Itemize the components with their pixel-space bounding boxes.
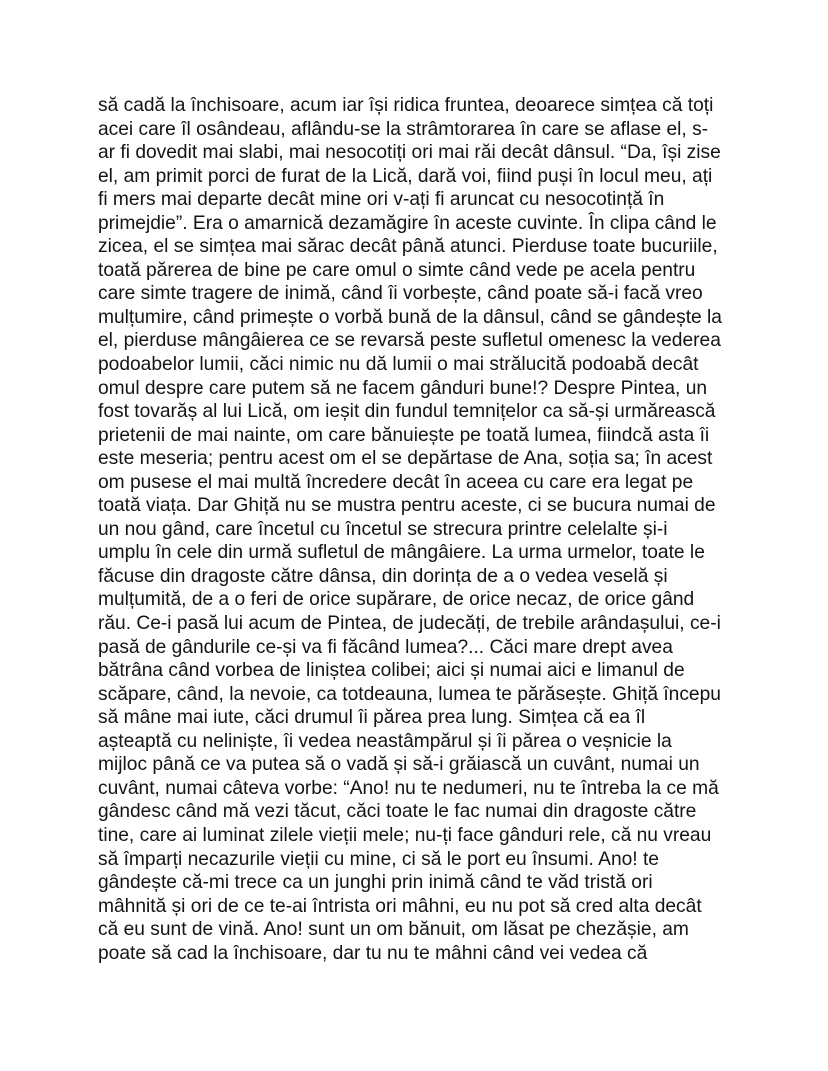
text-line: care simte tragere de inimă, când îi vorbește, când poate să-i facă vreo — [98, 283, 703, 305]
text-line: omul despre care putem să ne facem gânduri bune!? Despre Pintea, un — [98, 377, 708, 399]
text-line: acei care îl osândeau, aflându-se la strâmtorarea în care se aflase el, s- — [98, 118, 709, 140]
text-line: primejdie”. Era o amarnică dezamăgire în aceste cuvinte. În clipa când le — [98, 212, 717, 234]
text-line: poate să cad la închisoare, dar tu nu te mâhni când vei vedea că — [98, 942, 648, 964]
text-line: mijloc până ce va putea să o vadă și să-i grăiască un cuvânt, numai un — [98, 754, 700, 776]
text-line: om pusese el mai multă încredere decât în aceea cu care era legat pe — [98, 471, 694, 493]
text-line: rău. Ce-i pasă lui acum de Pintea, de judecăți, de trebile arândașului, ce-i — [98, 613, 721, 635]
text-line: că eu sunt de vină. Ano! sunt un om bănuit, om lăsat pe chezășie, am — [98, 919, 689, 941]
body-paragraph — [98, 94, 738, 965]
text-line: este meseria; pentru acest om el se depărtase de Ana, soția sa; în acest — [98, 448, 713, 470]
text-line: toată viața. Dar Ghiță nu se mustra pentru aceste, ci se bucura numai de — [98, 495, 716, 517]
text-line: gândește că-mi trece ca un junghi prin inimă când te văd tristă ori — [98, 872, 653, 894]
text-line: gândesc când mă vezi tăcut, căci toate le fac numai din dragoste către — [98, 801, 697, 823]
text-line: el, am primit porci de furat de la Lică, dară voi, fiind puși în locul meu, ați — [98, 165, 713, 187]
text-line: fi mers mai departe decât mine ori v-ați fi aruncat cu nesocotință în — [98, 189, 665, 211]
text-line: să împarți necazurile vieții cu mine, ci să le port eu însumi. Ano! te — [98, 848, 659, 870]
text-line: pasă de gândurile ce-și va fi făcând lumea?... Căci mare drept avea — [98, 636, 673, 658]
text-line: așteaptă cu neliniște, îi vedea neastâmpărul și îi părea o veșnicie la — [98, 730, 672, 752]
text-line: bătrâna când vorbea de liniștea colibei; aici și numai aici e limanul de — [98, 660, 685, 682]
text-line: podoabelor lumii, căci nimic nu dă lumii o mai strălucită podoabă decât — [98, 354, 699, 376]
text-line: toată părerea de bine pe care omul o simte când vede pe acela pentru — [98, 259, 696, 281]
text-line: zicea, el se simțea mai sărac decât până atunci. Pierduse toate bucuriile, — [98, 236, 718, 258]
text-line: el, pierduse mângâierea ce se revarsă peste sufletul omenesc la vederea — [98, 330, 721, 352]
text-line: umplu în cele din urmă sufletul de mângâiere. La urma urmelor, toate le — [98, 542, 705, 564]
text-line: tine, care ai luminat zilele vieții mele; nu-ți face gânduri rele, că nu vreau — [98, 824, 712, 846]
text-line: cuvânt, numai câteva vorbe: “Ano! nu te nedumeri, nu te întreba la ce mă — [98, 777, 719, 799]
text-line: mulțumire, când primește o vorbă bună de la dânsul, când se gândește la — [98, 306, 722, 328]
text-line: prietenii de mai nainte, om care bănuiește pe toată lumea, fiindcă asta îi — [98, 424, 710, 446]
text-line: fost tovarăș al lui Lică, om ieșit din fundul temnițelor ca să-și urmărească — [98, 401, 716, 423]
text-line: ar fi dovedit mai slabi, mai nesocotiți ori mai răi decât dânsul. “Da, își zise — [98, 142, 721, 164]
text-line: să cadă la închisoare, acum iar își ridica fruntea, deoarece simțea că toți — [98, 95, 714, 116]
text-line: scăpare, când, la nevoie, ca totdeauna, lumea te părăsește. Ghiță începu — [98, 683, 721, 705]
text-line: să mâne mai iute, căci drumul îi părea prea lung. Simțea că ea îl — [98, 707, 646, 729]
text-line: mulțumită, de a o feri de orice supărare, de orice necaz, de orice gând — [98, 589, 695, 611]
text-line: făcuse din dragoste către dânsa, din dorința de a o vedea veselă și — [98, 565, 668, 587]
text-line: un nou gând, care încetul cu încetul se strecura printre celelalte și-i — [98, 518, 668, 540]
text-line: mâhnită și ori de ce te-ai întrista ori mâhni, eu nu pot să cred alta decât — [98, 895, 702, 917]
